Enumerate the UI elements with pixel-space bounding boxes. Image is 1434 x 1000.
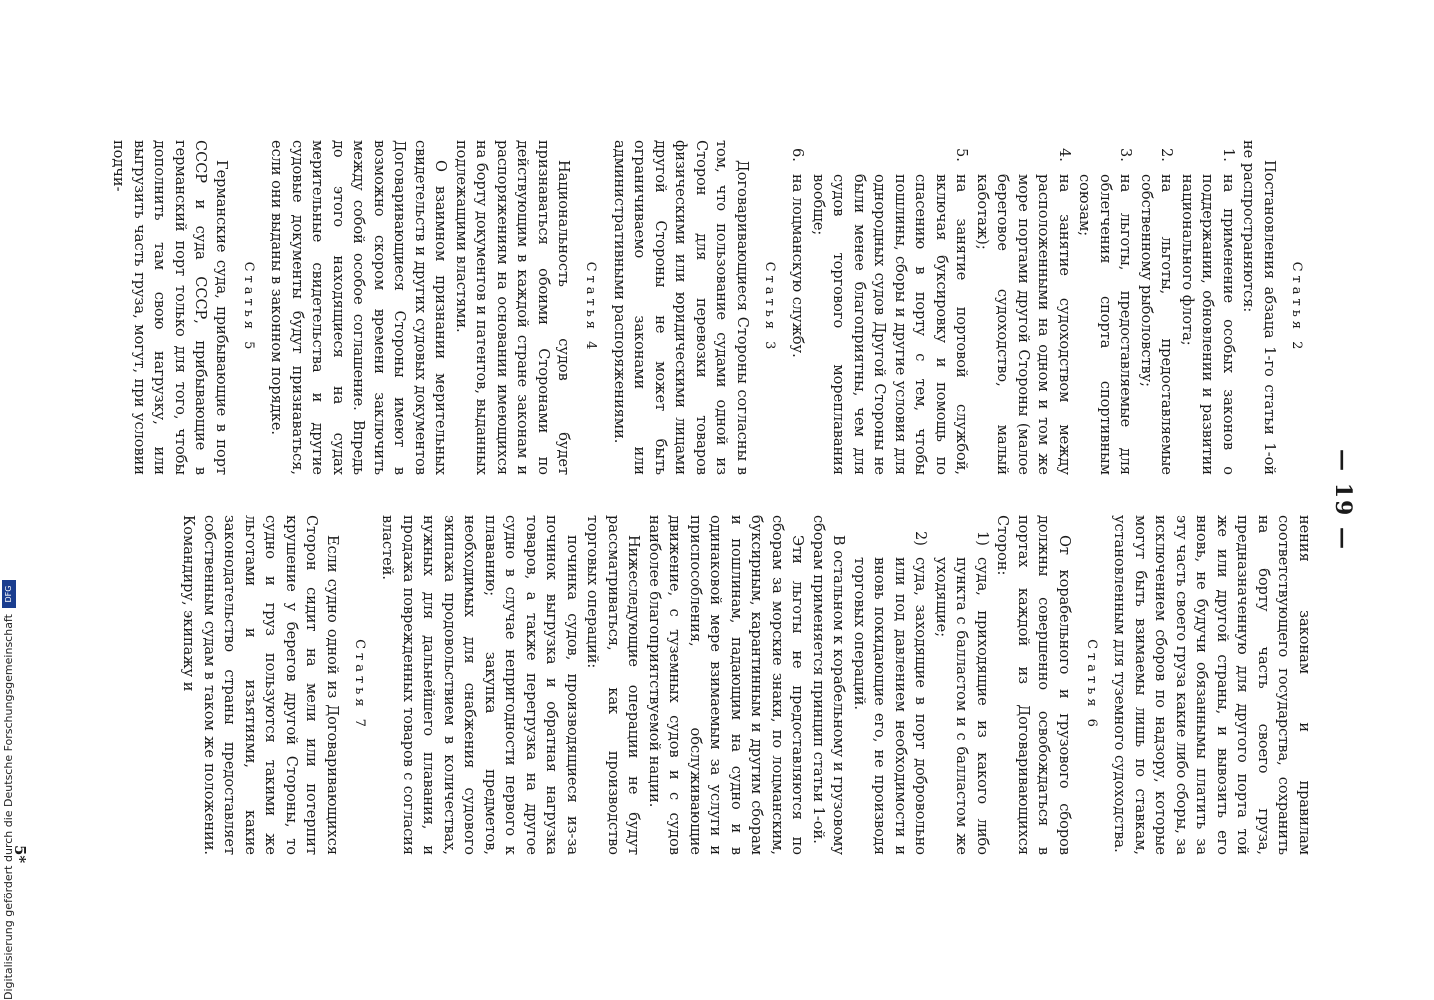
- item-text: на занятие портовой службой, включая буксировку и помощь по спасению в порту с тем, чтобы пошлины, сборы и другие условия для однородных судов Другой Стороны не были менее благоприятны, чем для судов торгового мореплавания вообще;: [810, 174, 970, 475]
- article-2-item: [808, 148, 972, 475]
- article-2-item: [972, 148, 1075, 475]
- article-6-paragraph-3: Эти льготы не предоставляются по сборам за морские знаки, по лоцманским, буксирным, карантинным и другим сборам и пошлинам, падающим на судно и в одинаковой мере взимаемым за услуги и приспособления, обслуживающие движение, с туземных судов и с судов наиболее благоприятствуемой нации.: [646, 515, 806, 855]
- article-4-paragraph-1: Национальность судов будет признаваться обоими Сторонами по действующим в каждой стране законам и распоряжениям на основании имеющихся на борту документов и патентов, выданных подлежащими властями.: [453, 140, 572, 475]
- article-6-item: [849, 531, 931, 855]
- article-4-heading: Статья 4: [583, 261, 599, 354]
- footer-text: Digitalisierung gefördert durch die Deutsche Forschungsgemeinschaft: [2, 614, 15, 1000]
- item-text: суда, заходящие в порт добровольно или под давлением необходимости и вновь покидающие его, не производя торговых операций.: [851, 557, 929, 855]
- article-6-intro: От корабельного и грузового сборов должны совершенно освобождаться в портах каждой из Договаривающихся Сторон:: [994, 515, 1072, 855]
- item-text: суда, приходящие из какого либо пункта с балластом и с балластом же уходящие;: [933, 557, 990, 855]
- article-2-item: [1177, 148, 1239, 475]
- article-6-paragraph-5: починка судов, производящиеся из-за починок выгрузка и обратная нагрузка товаров, а также перегрузка на другое судно в случае непригодности первого к плаванию; закупка предметов, необходимых для снабжения судового экипажа продовольствием в количествах, нужных для дальнейшего плавания, и продажа поврежденных товаров с согласия властей.: [379, 515, 580, 855]
- item-number: 1.: [1220, 148, 1236, 162]
- item-number: 2): [912, 531, 929, 546]
- article-7-text: Если судно одной из Договаривающихся Сторон сидит на мели или потерпит крушение у берегов другой Стороны, то судно и груз пользуются такими же льготами и изъятиями, какие законодательство страны предоставляет собственным судам в таком же положении. Командиру, экипажу и: [180, 515, 340, 855]
- left-column: [108, 140, 1314, 475]
- article-3-heading: Статья 3: [762, 261, 777, 354]
- item-text: на занятие судоходством между расположенными на одном и том же море портами другой Стороны (малое береговое судоходство, малый каботаж);: [974, 174, 1072, 475]
- article-6-item: [931, 531, 993, 855]
- digitization-footer: [0, 0, 18, 1000]
- item-text: на льготы, предоставляемые собственному рыболовству;: [1138, 174, 1175, 475]
- article-2-item: [1074, 148, 1136, 475]
- article-5-heading: Статья 5: [241, 261, 256, 354]
- page-number: — 19 —: [1330, 449, 1356, 551]
- article-2-intro: Постановления абзаца 1-го статьи 1-ой не распространяются:: [1240, 140, 1277, 475]
- item-number: 5.: [953, 148, 970, 162]
- article-5-text: Германские суда, прибывающие в порт СССР и суда СССР, прибывающие в германский порт только для того, чтобы дополнить там свою нагрузку, или выгрузить часть груза, могут, при условии подчи-: [110, 140, 229, 475]
- item-number: 1): [974, 531, 990, 546]
- item-text: на льготы, предоставляемые для облегчения спорта спортивным союзам;: [1076, 174, 1134, 475]
- article-2-item: [787, 148, 808, 475]
- item-text: на применение особых законов о поддержании, обновлении и развитии национального флота;: [1179, 174, 1236, 475]
- item-number: 3.: [1117, 148, 1134, 162]
- article-6-paragraph-2: В остальном к корабельному и грузовому сборам применяется принцип статьи 1-ой.: [810, 515, 847, 855]
- article-2-item: [1136, 148, 1177, 475]
- signature-mark: 5*: [11, 845, 29, 864]
- article-4-paragraph-2: О взаимном признании мерительных свидетельств и других судовых документов Договаривающиеся Стороны имеют в возможно скором времени заключить между собой особое соглашение. Впредь до этого находящиеся на судах мерительные свидетельства и другие судовые документы будут признаваться, если они выданы в законном порядке.: [268, 140, 449, 475]
- item-text: на лоцманскую службу.: [789, 174, 806, 358]
- item-number: 4.: [1056, 148, 1072, 162]
- item-number: 2.: [1158, 148, 1175, 162]
- article-6-heading: Статья 6: [1084, 639, 1099, 731]
- article-2-heading: Статья 2: [1289, 261, 1304, 354]
- article-5-continuation: нения законам и правилам соответствующего государства, сохранить на борту часть своего груза, предназначенную для другого порта той же или другой страны, и вывозить его вновь, не будучи обязаннымы платить за эту часть своего груза какие либо сборы, за исключением сборов по надзору, которые могут быть взимаемы лишь по ставкам, установленным для туземного судоходства.: [1111, 515, 1312, 856]
- article-7-heading: Статья 7: [352, 639, 367, 731]
- article-6-paragraph-4: Нижеследующие операции не будут рассматриваться, как производство торговых операций:: [584, 515, 642, 855]
- right-column: [178, 515, 1314, 855]
- article-3-text: Договаривающиеся Стороны согласны в том, что пользование судами одной из Сторон для перевозки товаров физическими или юридическими лицами другой Стороны не может быть ограничиваемо законами или административными распоряжениями.: [611, 140, 750, 475]
- dfg-logo: DFG: [2, 580, 16, 608]
- item-number: 6.: [789, 148, 806, 162]
